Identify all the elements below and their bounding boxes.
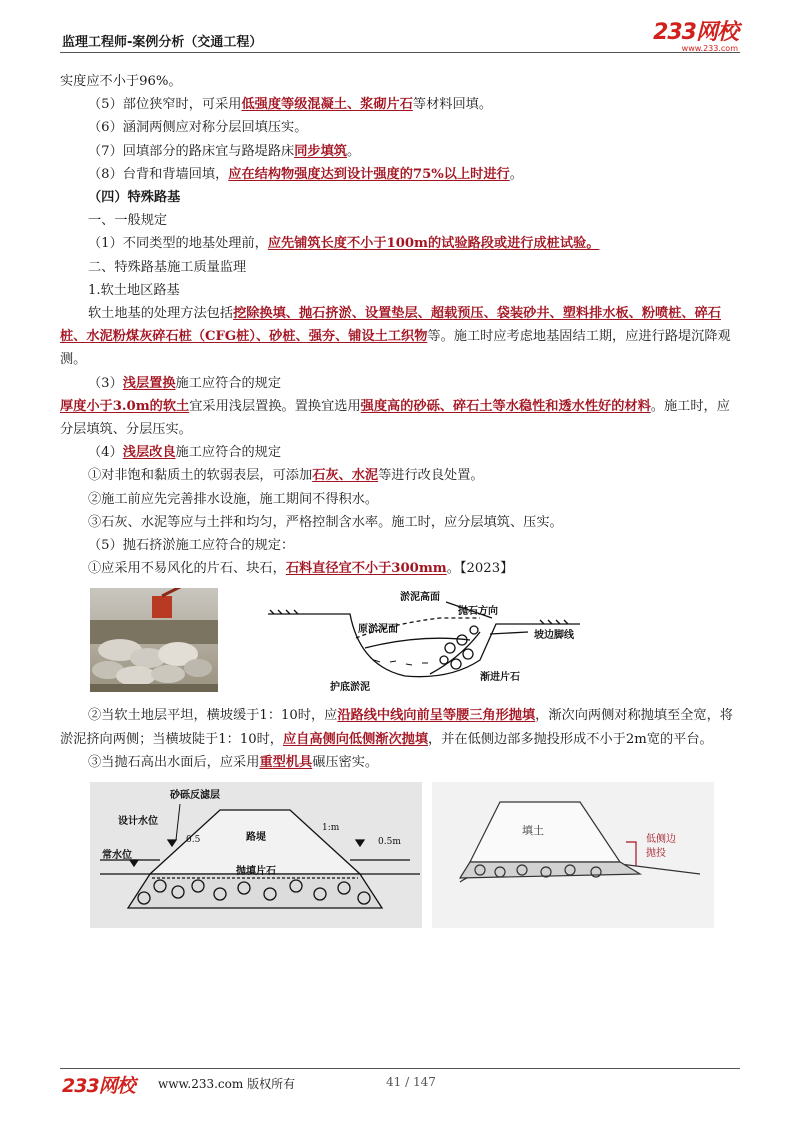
- highlight: 应先铺筑长度不小于100m的试验路段或进行成桩试验。: [267, 236, 600, 252]
- highlight: 重型机具: [259, 754, 313, 770]
- label-design-water: 设计水位: [118, 816, 158, 828]
- figure-riprap-svg: [60, 588, 742, 696]
- logo-main: 233网校: [653, 20, 738, 45]
- text-line: （5）抛石挤淤施工应符合的规定：: [88, 538, 295, 554]
- highlight: 沿路线中线向前呈等腰三角形抛填: [337, 708, 536, 724]
- text-line: 二、特殊路基施工质量监理: [88, 259, 247, 275]
- text-line: （7）回填部分的路床宜与路堤路床同步填筑。: [88, 143, 361, 159]
- label-low-side-2: 抛投: [646, 848, 666, 860]
- label-slope: 1:m: [322, 823, 340, 834]
- text-line: ①应采用不易风化的片石、块石，石料直径宜不小于300mm。【2023】: [88, 561, 514, 577]
- footer-divider: [60, 1068, 740, 1069]
- label-original: 原淤泥面: [358, 624, 398, 636]
- text-line: ③石灰、水泥等应与土拌和均匀，严格控制含水率。施工时，应分层填筑、压实。: [88, 514, 563, 530]
- highlight: 低强度等级混凝土、浆砌片石: [241, 97, 413, 113]
- label-toe: 坡边脚线: [534, 630, 574, 642]
- highlight: 挖除换填、抛石挤淤、设置垫层、超载预压、袋装砂井、塑料排水板、粉喷桩、碎石桩、水泥粉煤灰碎石桩（CFG桩）、砂桩、强夯、铺设土工织物: [60, 306, 721, 345]
- highlight: 应自高侧向低侧渐次抛填: [282, 731, 429, 747]
- header-divider: [60, 52, 740, 53]
- paragraph: ②当软土地层平坦，横坡缓于1：10时，应沿路线中线向前呈等腰三角形抛填，渐次向两侧对称抛填至全宽，将淤泥挤向两侧；当横坡陡于1：10时，应自高侧向低侧渐次抛填，并在低侧边部多抛投形成不小于2m宽的平台。: [60, 708, 733, 747]
- logo-url: www.233.com: [681, 44, 738, 53]
- text-line: （3）浅层置换施工应符合的规定: [88, 375, 282, 391]
- figure-embankment: [60, 782, 742, 928]
- text-line: （4）浅层改良施工应符合的规定: [88, 445, 282, 461]
- label-stone: 渐进片石: [480, 672, 520, 684]
- figure-riprap: [60, 588, 742, 696]
- footer-copyright: www.233.com 版权所有: [158, 1077, 296, 1091]
- text-line: （6）涵洞两侧应对称分层回填压实。: [88, 120, 308, 136]
- highlight: 石料直径宜不小于300mm: [285, 561, 447, 577]
- highlight: 应在结构物强度达到设计强度的75%以上时进行: [228, 166, 510, 182]
- label-normal-water: 常水位: [102, 850, 132, 862]
- label-direction: 抛石方向: [458, 606, 498, 618]
- text-line: 实度应不小于96%。: [60, 74, 182, 89]
- text-line: （1）不同类型的地基处理前，应先铺筑长度不小于100m的试验路段或进行成桩试验。: [88, 236, 600, 252]
- text-line: ②施工前应先完善排水设施，施工期间不得积水。: [88, 491, 379, 507]
- label-embankment: 路堤: [246, 832, 266, 844]
- label-height-1: 0.5: [186, 835, 201, 846]
- label-filter: 砂砾反滤层: [170, 790, 220, 802]
- footer-logo: 233网校: [62, 1075, 135, 1097]
- label-low-side-1: 低侧边: [646, 834, 676, 846]
- text-line: ③当抛石高出水面后，应采用重型机具碾压密实。: [88, 754, 379, 770]
- paragraph: 厚度小于3.0m的软土宜采用浅层置换。置换宜选用强度高的砂砾、碎石土等水稳性和透水性好的材料。施工时，应分层填筑、分层压实。: [60, 398, 730, 438]
- text-line: ①对非饱和黏质土的软弱表层，可添加石灰、水泥等进行改良处置。: [88, 468, 484, 484]
- figure-embankment-svg: [60, 782, 742, 928]
- highlight: 石灰、水泥: [312, 468, 379, 484]
- label-riprap-stone: 抛填片石: [236, 866, 276, 878]
- label-fill: 填土: [522, 824, 544, 838]
- highlight: 浅层改良: [122, 445, 176, 461]
- section-heading: （四）特殊路基: [88, 190, 181, 206]
- label-surface: 淤泥高面: [400, 592, 440, 604]
- paragraph: 软土地基的处理方法包括挖除换填、抛石挤淤、设置垫层、超载预压、袋装砂井、塑料排水板、粉喷桩、碎石桩、水泥粉煤灰碎石桩（CFG桩）、砂桩、强夯、铺设土工织物等。施工时应考虑地基固结工期，应进行路堤沉降观测。: [60, 306, 731, 368]
- highlight: 强度高的砂砾、碎石土等水稳性和透水性好的材料: [360, 398, 651, 414]
- header-title: 监理工程师-案例分析（交通工程）: [62, 35, 263, 50]
- text-line: 1.软土地区路基: [88, 282, 180, 298]
- page-number: 41 / 147: [386, 1075, 436, 1089]
- label-height-2: 0.5m: [378, 837, 401, 848]
- highlight: 同步填筑: [294, 143, 347, 159]
- site-photo: [90, 588, 218, 692]
- highlight: 厚度小于3.0m的软土: [60, 398, 190, 414]
- text-line: （5）部位狭窄时，可采用低强度等级混凝土、浆砌片石等材料回填。: [88, 97, 493, 113]
- text-line: （8）台背和背墙回填，应在结构物强度达到设计强度的75%以上时进行。: [88, 166, 523, 182]
- text-line: 一、一般规定: [88, 213, 168, 229]
- label-bottom: 护底淤泥: [330, 682, 370, 694]
- highlight: 浅层置换: [122, 375, 176, 391]
- document-body: [60, 70, 742, 928]
- brand-logo: [653, 22, 738, 53]
